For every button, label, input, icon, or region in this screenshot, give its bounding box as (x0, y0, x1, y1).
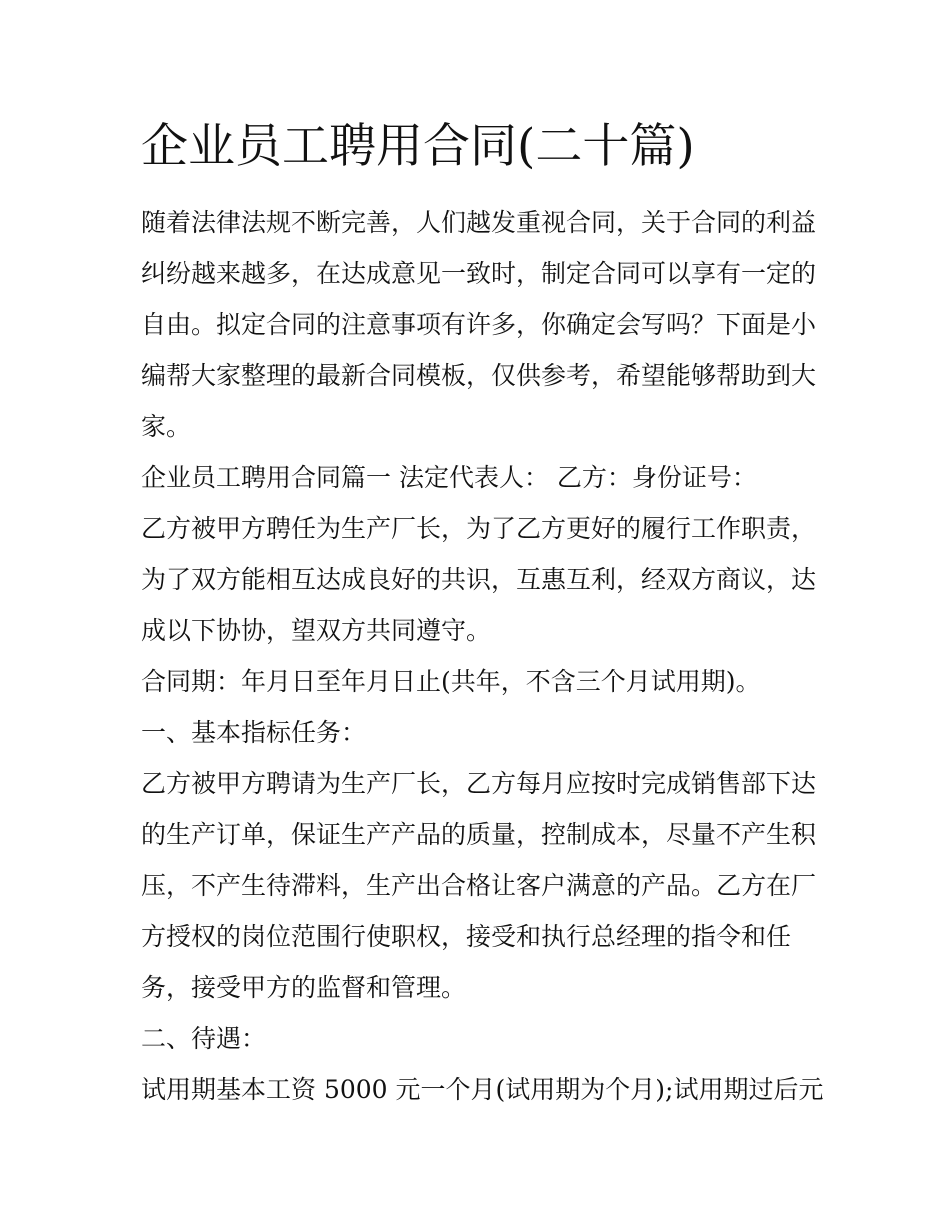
paragraph-line: 编帮大家整理的最新合同模板，仅供参考，希望能够帮助到大 (141, 361, 817, 390)
section-heading: 二、待遇： (141, 1024, 267, 1053)
paragraph-line: 乙方被甲方聘任为生产厂长，为了乙方更好的履行工作职责， (141, 514, 817, 543)
paragraph-line: 合同期：年月日至年月日止(共年，不含三个月试用期)。 (141, 667, 761, 696)
section-heading: 一、基本指标任务： (141, 718, 367, 747)
paragraph-line: 纠纷越来越多，在达成意见一致时，制定合同可以享有一定的 (141, 259, 817, 288)
paragraph-line: 的生产订单，保证生产产品的质量，控制成本，尽量不产生积 (141, 820, 817, 849)
paragraph-line: 成以下协协，望双方共同遵守。 (141, 616, 492, 645)
paragraph-line: 企业员工聘用合同篇一 法定代表人： 乙方：身份证号： (141, 463, 757, 492)
paragraph-line: 方授权的岗位范围行使职权，接受和执行总经理的指令和任 (141, 922, 792, 951)
paragraph-line: 为了双方能相互达成良好的共识，互惠互利，经双方商议，达 (141, 565, 817, 594)
paragraph-line: 自由。拟定合同的注意事项有许多，你确定会写吗？下面是小 (141, 310, 817, 339)
document-title: 企业员工聘用合同(二十篇) (141, 119, 695, 174)
paragraph-line: 试用期基本工资 5000 元一个月(试用期为个月);试用期过后元 (141, 1075, 824, 1104)
paragraph-line: 乙方被甲方聘请为生产厂长，乙方每月应按时完成销售部下达 (141, 769, 817, 798)
paragraph-line: 家。 (141, 412, 192, 441)
paragraph-line: 务，接受甲方的监督和管理。 (141, 973, 467, 1002)
document-body (141, 197, 824, 1115)
paragraph-line: 随着法律法规不断完善，人们越发重视合同，关于合同的利益 (141, 208, 817, 237)
paragraph-line: 压，不产生待滞料，生产出合格让客户满意的产品。乙方在厂 (141, 871, 817, 900)
